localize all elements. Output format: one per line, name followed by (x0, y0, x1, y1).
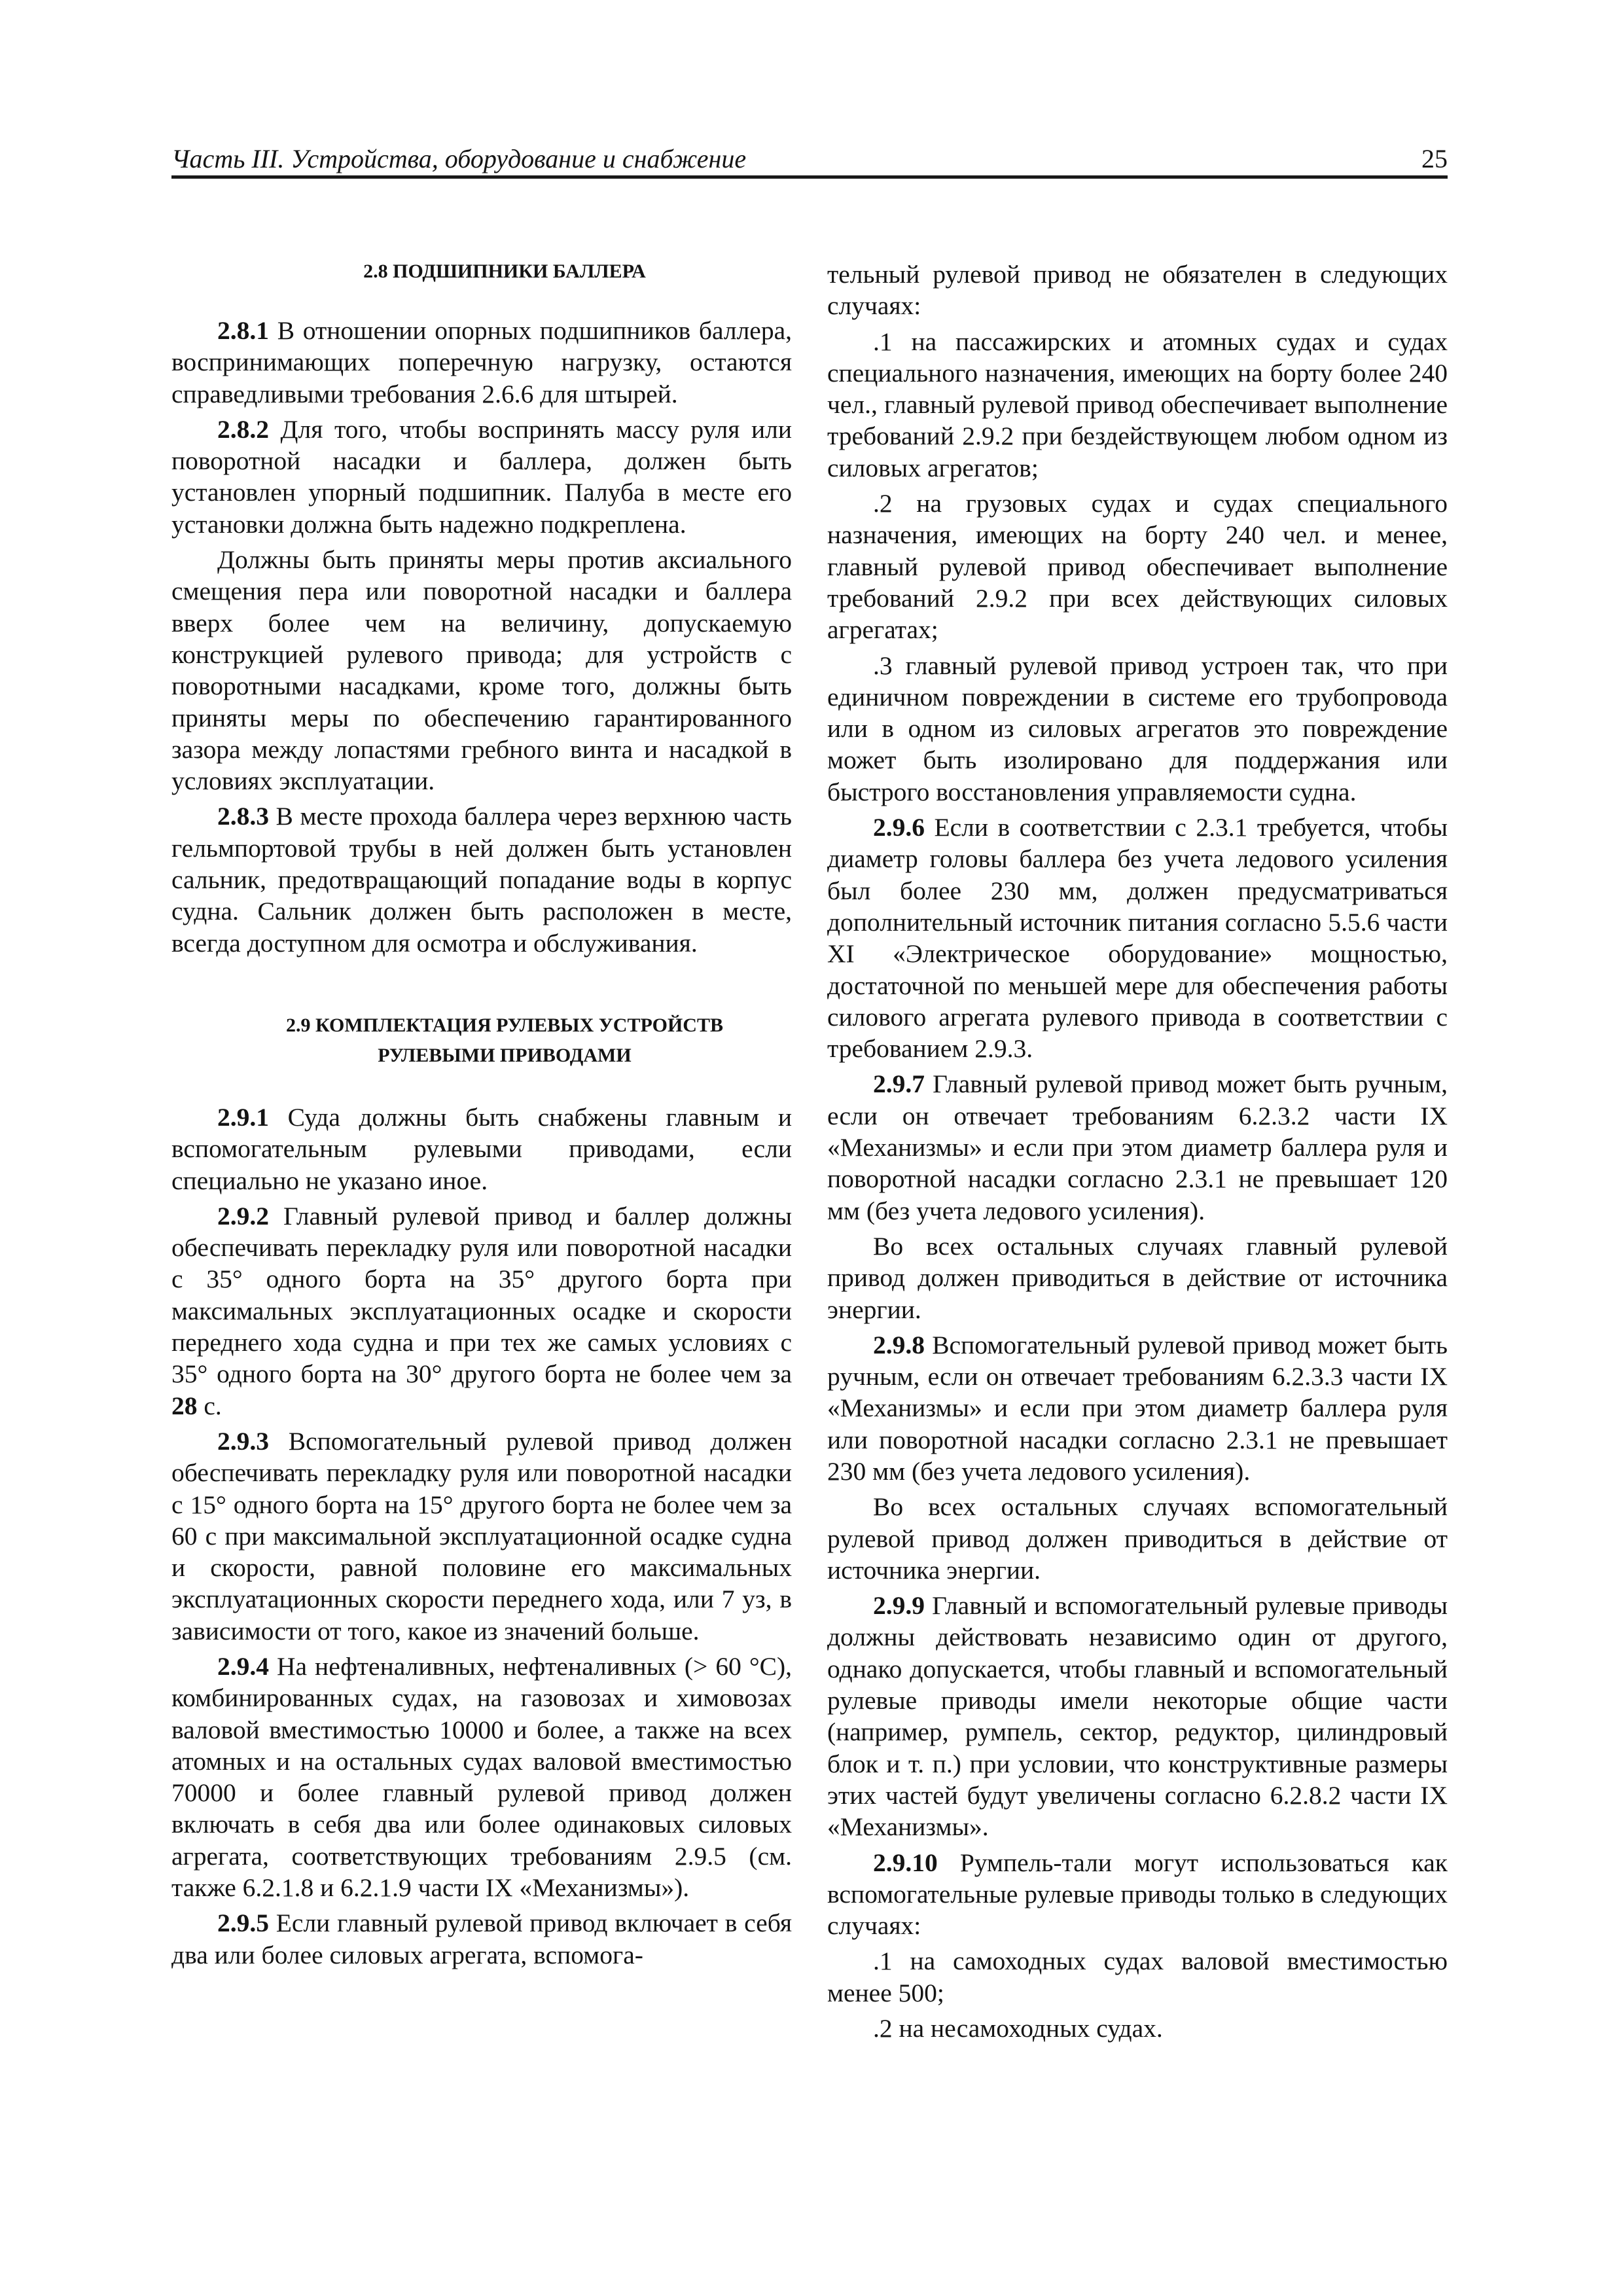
list-item-10-1: .1 на самоходных судах валовой вместимостью менее 500; (827, 1946, 1448, 2007)
part-title: Часть III. Устройства, оборудование и снабжение (171, 144, 747, 173)
clause-number: 2.9.10 (873, 1848, 938, 1877)
paragraph-2-9-1 (171, 1102, 792, 1196)
time-value: 28 (171, 1391, 198, 1420)
list-item-2: .2 на грузовых судах и судах специального назначения, имеющих на борту 240 чел. и менее, главный рулевой привод обеспечивает выполнение требований 2.9.2 при всех действующих силовых агрегатах; (827, 489, 1448, 645)
section-title-2-8: 2.8 ПОДШИПНИКИ БАЛЛЕРА (363, 260, 646, 282)
paragraph-2-9-9 (827, 1590, 1448, 1842)
clause-text: Для того, чтобы воспринять массу руля или поворотной насадки и баллера, должен быть установлен упорный подшипник. Палуба в месте его установки должна быть надежно подкреплена. (171, 414, 792, 539)
section-title-2-9-line1: 2.9 КОМПЛЕКТАЦИЯ РУЛЕВЫХ УСТРОЙСТВ (286, 1014, 723, 1036)
clause-text: Вспомогательный рулевой привод может быть ручным, если он отвечает требованиям 6.2.3.3 части IX «Механизмы» и если при этом диаметр баллера руля или поворотной насадки согласно 2.3.1 не превышает 230 мм (без учета ледового усиления). (827, 1330, 1448, 1486)
paragraph-2-9-8 (827, 1329, 1448, 1487)
clause-text: На нефтеналивных, нефтеналивных (> 60 °С), комбинированных судах, на газовозах и химовозах валовой вместимостью 10000 и более, а также на всех атомных и на остальных судах валовой вместимостью 70000 и более главный рулевой привод должен включать в себя два или более одинаковых силовых агрегата, соответствующих требованиям 2.9.5 (см. также 6.2.1.8 и 6.2.1.9 части IX «Механизмы»). (171, 1651, 792, 1903)
clause-text: Суда должны быть снабжены главным и вспомогательным рулевыми приводами, если специально не указано иное. (171, 1102, 792, 1195)
paragraph-2-8-2-continued: Должны быть приняты меры против аксиального смещения пера или поворотной насадки и баллера вверх более чем на величину, допускаемую конструкцией рулевого привода; для устройств с поворотными насадками, кроме того, должны быть приняты меры по обеспечению гарантированного зазора между лопастями гребного винта и насадкой в условиях эксплуатации. (171, 545, 792, 796)
clause-text: Главный рулевой привод может быть ручным, если он отвечает требованиям 6.2.3.2 части IX «Механизмы» и если при этом диаметр баллера руля и поворотной насадки согласно 2.3.1 не превышает 120 мм (без учета ледового усиления). (827, 1069, 1448, 1225)
paragraph-2-9-7 (827, 1068, 1448, 1226)
clause-number: 2.9.7 (873, 1069, 925, 1099)
clause-number: 2.8.1 (217, 316, 269, 345)
clause-number: 2.9.6 (873, 813, 925, 842)
clause-number: 2.8.2 (217, 414, 269, 444)
paragraph-2-8-1 (171, 315, 792, 410)
clause-text: Если главный рулевой привод включает в себя два или более силовых агрегата, вспомога- (171, 1909, 792, 1969)
right-column (827, 259, 1448, 2048)
running-header (171, 143, 1448, 179)
clause-text: В отношении опорных подшипников баллера, воспринимающих поперечную нагрузку, остаются справедливыми требования 2.6.6 для штырей. (171, 316, 792, 408)
paragraph-2-8-3 (171, 800, 792, 958)
section-title-2-9 (171, 1013, 792, 1069)
clause-text: Если в соответствии с 2.3.1 требуется, чтобы диаметр головы баллера без учета ледового усиления был более 230 мм, должен предусматриваться дополнительный источник питания согласно 5.5.6 части XI «Электрическое оборудование» мощностью, достаточной по меньшей мере для обеспечения работы силового агрегата рулевого привода в соответствии с требованием 2.9.3. (827, 813, 1448, 1064)
clause-text: Вспомогательный рулевой привод должен обеспечивать перекладку руля или поворотной насадки с 15° одного борта на 15° другого борта не более чем за 60 с при максимальной эксплуатационной осадке судна и скорости, равной половине его максимальных эксплуатационных скорости переднего хода, или 7 уз, в зависимости от того, какое из значений больше. (171, 1426, 792, 1645)
paragraph-2-9-10 (827, 1847, 1448, 1942)
clause-number: 2.9.4 (217, 1651, 269, 1681)
list-item-3: .3 главный рулевой привод устроен так, что при единичном повреждении в системе его трубопровода или в одном из силовых агрегатов это повреждение может быть изолировано для поддержания или быстрого восстановления управляемости судна. (827, 651, 1448, 806)
paragraph-2-9-4 (171, 1651, 792, 1903)
clause-text: В месте прохода баллера через верхнюю часть гельмпортовой трубы в ней должен быть установлен сальник, предотвращающий попадание воды в корпус судна. Сальник должен быть расположен в месте, всегда доступном для осмотра и обслуживания. (171, 802, 792, 958)
clause-number: 2.9.1 (217, 1102, 269, 1132)
paragraph-2-9-5 (171, 1907, 792, 1971)
paragraph-2-9-6 (827, 812, 1448, 1064)
clause-number: 2.9.8 (873, 1330, 925, 1359)
list-item-10-2: .2 на несамоходных судах. (873, 2014, 1163, 2043)
clause-text: Румпель-тали могут использоваться как вспомогательные рулевые приводы только в следующих случаях: (827, 1848, 1448, 1941)
section-title-2-9-line2: РУЛЕВЫМИ ПРИВОДАМИ (378, 1044, 632, 1066)
paragraph-2-9-8-continued: Во всех остальных случаях вспомогательный рулевой привод должен приводиться в действие от источника энергии. (827, 1492, 1448, 1585)
clause-number: 2.9.3 (217, 1426, 269, 1456)
clause-text-end: с. (197, 1391, 222, 1420)
clause-text: Главный и вспомогательный рулевые приводы должны действовать независимо один от другого, однако допускается, чтобы главный и вспомогательный рулевые приводы имели некоторые общие части (например, румпель, сектор, редуктор, цилиндровый блок и т. п.) при условии, что конструктивные размеры этих частей будут увеличены согласно 6.2.8.2 части IX «Механизмы». (827, 1591, 1448, 1842)
paragraph-2-8-2 (171, 414, 792, 540)
clause-text: Главный рулевой привод и баллер должны обеспечивать перекладку руля или поворотной насадки с 35° одного борта на 35° другого борта при максимальных эксплуатационных осадке и скорости переднего хода судна и при тех же самых условиях с 35° одного борта на 30° другого борта не более чем за (171, 1201, 792, 1389)
paragraph-2-9-7-continued: Во всех остальных случаях главный рулевой привод должен приводиться в действие от источника энергии. (827, 1231, 1448, 1324)
clause-number: 2.8.3 (217, 802, 269, 831)
clause-number: 2.9.5 (217, 1909, 269, 1938)
paragraph-2-9-5-continued: тельный рулевой привод не обязателен в следующих случаях: (827, 260, 1448, 321)
page-number: 25 (1421, 144, 1448, 173)
left-column (171, 259, 792, 1975)
list-item-1: .1 на пассажирских и атомных судах и судах специального назначения, имеющих на борту более 240 чел., главный рулевой привод обеспечивает выполнение требований 2.9.2 при бездействующем любом одном из силовых агрегатов; (827, 327, 1448, 482)
paragraph-2-9-3 (171, 1426, 792, 1647)
paragraph-2-9-2 (171, 1200, 792, 1422)
clause-number: 2.9.2 (217, 1201, 269, 1230)
clause-number: 2.9.9 (873, 1591, 925, 1621)
